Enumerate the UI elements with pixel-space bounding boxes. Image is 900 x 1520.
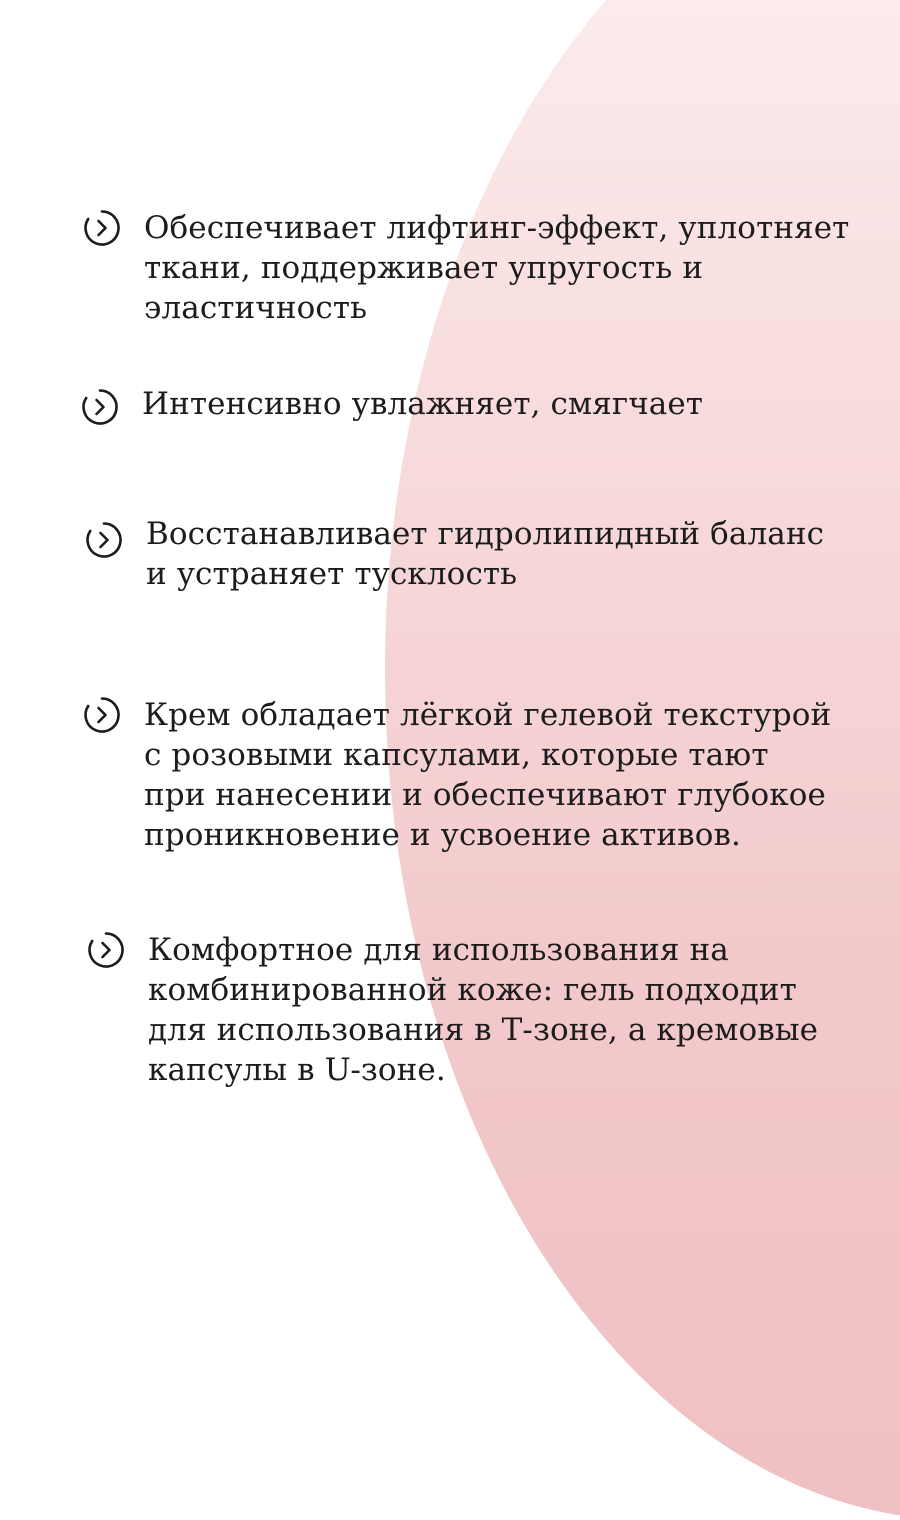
feature-text: Восстанавливает гидролипидный баланс и устраняет тусклость	[146, 516, 825, 592]
feature-item-lifting	[82, 208, 849, 328]
feature-text: Крем обладает лёгкой гелевой текстурой с розовыми капсулами, которые тают при нанесении и обеспечивают глубокое проникновение и усвоение активов.	[144, 697, 832, 853]
feature-text: Обеспечивает лифтинг-эффект, уплотняет ткани, поддерживает упругость и эластичность	[144, 210, 850, 326]
feature-item-balance	[84, 514, 824, 594]
chevron-right-circle-icon	[82, 208, 122, 248]
feature-text: Интенсивно увлажняет, смягчает	[142, 386, 704, 422]
feature-item-combination-skin	[86, 930, 818, 1090]
feature-item-texture	[82, 695, 831, 855]
chevron-right-circle-icon	[84, 520, 124, 560]
chevron-right-circle-icon	[80, 387, 120, 427]
feature-item-moisturizing	[80, 384, 703, 427]
chevron-right-circle-icon	[86, 930, 126, 970]
chevron-right-circle-icon	[82, 695, 122, 735]
feature-text: Комфортное для использования на комбинированной коже: гель подходит для использования в Т-зоне, а кремовые капсулы в U-зоне.	[148, 932, 819, 1088]
